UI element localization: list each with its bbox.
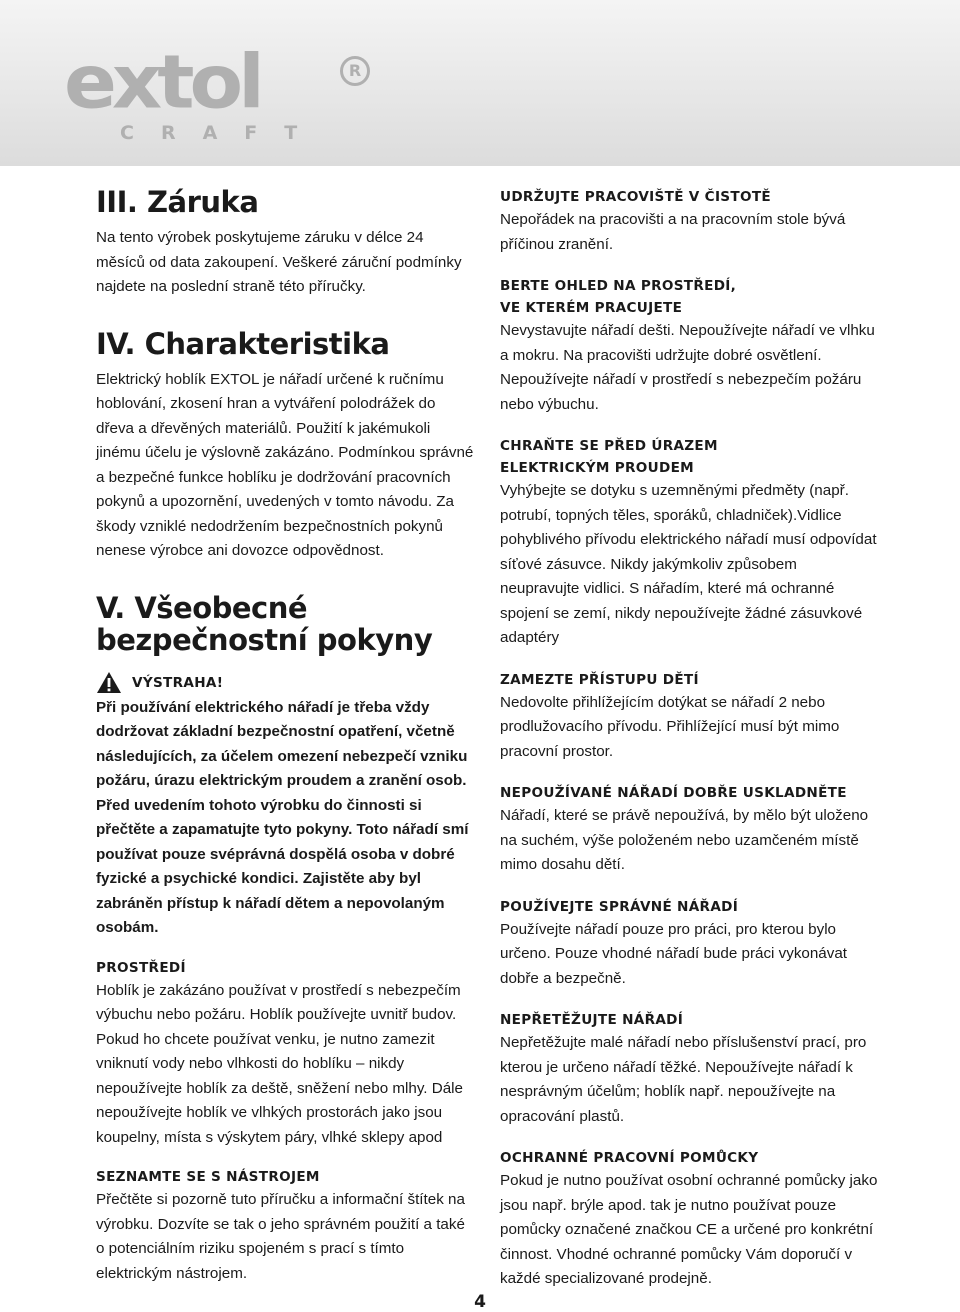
warning-paragraph-2: Před uvedením tohoto výrobku do činnosti si přečtěte a zapamatujte tyto pokyny. Toto nářadí smí používat pouze svéprávná dospělá osoba v dobré fyzické a psychické kondici. Zajistěte aby byl zabráněn přístup k nářadí dětem a nepovolaným osobám.: [96, 796, 469, 936]
extol-craft-logo: [64, 40, 374, 146]
clean-workplace-heading: UDRŽUJTE PRACOVIŠTĚ V ČISTOTĚ: [500, 189, 771, 205]
store-tools-heading: NEPOUŽÍVANÉ NÁŘADÍ DOBŘE USKLADNĚTE: [500, 785, 847, 801]
children-access-paragraph: Nedovolte přihlížejícím dotýkat se nářadí 2 nebo prodlužovacího přívodu. Přihlížející musí být mimo pracovní prostor.: [500, 693, 840, 760]
electric-shock-paragraph: Vyhýbejte se dotyku s uzemněnými předměty (např. potrubí, topných těles, sporáků, chladniček).Vidlice pohyblivého přívodu elektrického nářadí musí odpovídat síťové zásuvce. Nikdy jakýmkoliv způsobem neupravujte vidlici. S nářadím, které má ochranné spojení se zemí, nikdy nepoužívejte žádné zásuvkové adaptéry: [500, 482, 877, 646]
environment-heading: PROSTŘEDÍ: [96, 959, 186, 976]
right-column: [500, 186, 880, 1292]
header-band: [0, 0, 960, 166]
right-tool-heading: POUŽÍVEJTE SPRÁVNÉ NÁŘADÍ: [500, 898, 739, 915]
environment-paragraph: Hoblík je zakázáno používat v prostředí s nebezpečím výbuchu nebo požáru. Hoblík používejte uvnitř budov. Pokud ho chcete používat venku, je nutno zamezit vniknutí vody nebo vlhkosti do hoblíku – nikdy nepoužívejte hoblík za deště, sněžení nebo mlhy. Dále nepoužívejte hoblík ve vlhkých prostorách jako jsou koupelny, místa s výskytem páry, vlhké sklepy apod: [96, 981, 463, 1146]
know-tool-heading: SEZNAMTE SE S NÁSTROJEM: [96, 1169, 320, 1185]
page-number: 4: [474, 1292, 486, 1312]
overload-paragraph: Nepřetěžujte malé nářadí nebo příslušenství prací, pro kterou je určeno nářadí těžké. Nepoužívejte nářadí k nesprávným účelům; hoblík např. nepoužívejte na opracování plastů.: [500, 1034, 867, 1125]
right-tool-paragraph: Používejte nářadí pouze pro práci, pro kterou bylo určeno. Pouze vhodné nářadí bude práci vykonávat dobře a bezpečně.: [500, 920, 848, 987]
overload-heading: NEPŘETĚŽUJTE NÁŘADÍ: [500, 1012, 684, 1028]
protective-equipment-heading: OCHRANNÉ PRACOVNÍ POMŮCKY: [500, 1150, 759, 1166]
store-tools-paragraph: Nářadí, které se právě nepoužívá, by mělo být uloženo na suchém, výše položeném nebo uzamčeném místě mimo dosahu dětí.: [500, 807, 869, 873]
environment-respect-paragraph: Nevystavujte nářadí dešti. Nepoužívejte nářadí ve vlhku a mokru. Na pracovišti udržujte dobré osvětlení. Nepoužívejte nářadí v prostředí s nebezpečím požáru nebo výbuchu.: [500, 322, 875, 413]
logo-subtitle: CRAFT: [120, 122, 325, 144]
electric-shock-heading-line1: CHRAŇTE SE PŘED ÚRAZEM: [500, 438, 718, 454]
environment-respect-heading-line2: VE KTERÉM PRACUJETE: [500, 300, 683, 316]
warning-triangle-icon: [96, 671, 122, 694]
logo-wordmark: extol: [64, 40, 260, 126]
warning-label: VÝSTRAHA!: [132, 674, 224, 691]
warranty-paragraph: Na tento výrobek poskytujeme záruku v délce 24 měsíců od data zakoupení. Veškeré záruční podmínky najdete na poslední straně této příručky.: [96, 229, 462, 295]
left-column: [96, 186, 476, 1286]
know-tool-paragraph: Přečtěte si pozorně tuto příručku a informační štítek na výrobku. Dozvíte se tak o jeho správném použití a také o potenciálním riziku spojeném s prací s tímto elektrickým nástrojem.: [96, 1191, 465, 1282]
electric-shock-heading-line2: ELEKTRICKÝM PROUDEM: [500, 460, 695, 476]
characteristics-heading: IV. Charakteristika: [96, 326, 390, 361]
registered-mark-icon: R: [340, 56, 370, 86]
warranty-heading: III. Záruka: [96, 185, 259, 219]
warning-paragraph: Při používání elektrického nářadí je třeba vždy dodržovat základní bezpečnostní opatření, včetně následujících, za účelem omezení nebezpečí vzniku požáru, úrazu elektrickým proudem a zranění osob.: [96, 698, 468, 789]
clean-workplace-paragraph: Nepořádek na pracovišti a na pracovním stole bývá příčinou zranění.: [500, 211, 846, 253]
children-access-heading: ZAMEZTE PŘÍSTUPU DĚTÍ: [500, 671, 699, 688]
safety-heading-line2: bezpečnostní pokyny: [96, 622, 433, 657]
protective-equipment-paragraph: Pokud je nutno používat osobní ochranné pomůcky jako jsou např. brýle apod. tak je nutno používat pouze pomůcky označené značkou CE a určené pro konkrétní činnost. Vhodné ochranné pomůcky Vám doporučí v každé specializované prodejně.: [500, 1172, 878, 1287]
warning-row: [96, 670, 476, 696]
environment-respect-heading-line1: BERTE OHLED NA PROSTŘEDÍ,: [500, 278, 737, 294]
safety-heading-line1: V. Všeobecné: [96, 590, 308, 625]
characteristics-paragraph: Elektrický hoblík EXTOL je nářadí určené k ručnímu hoblování, zkosení hran a vytváření polodrážek do dřeva a dřevěných materiálů. Použití k jakémukoli jinému účelu je výslovně zakázáno. Podmínkou správné a bezpečné funkce hoblíku je dodržování pracovních pokynů a upozornění, uvedených v tomto návodu. Za škody vzniklé nedodržením bezpečnostních pokynů nenese výrobce ani dovozce odpovědnost.: [96, 370, 474, 559]
